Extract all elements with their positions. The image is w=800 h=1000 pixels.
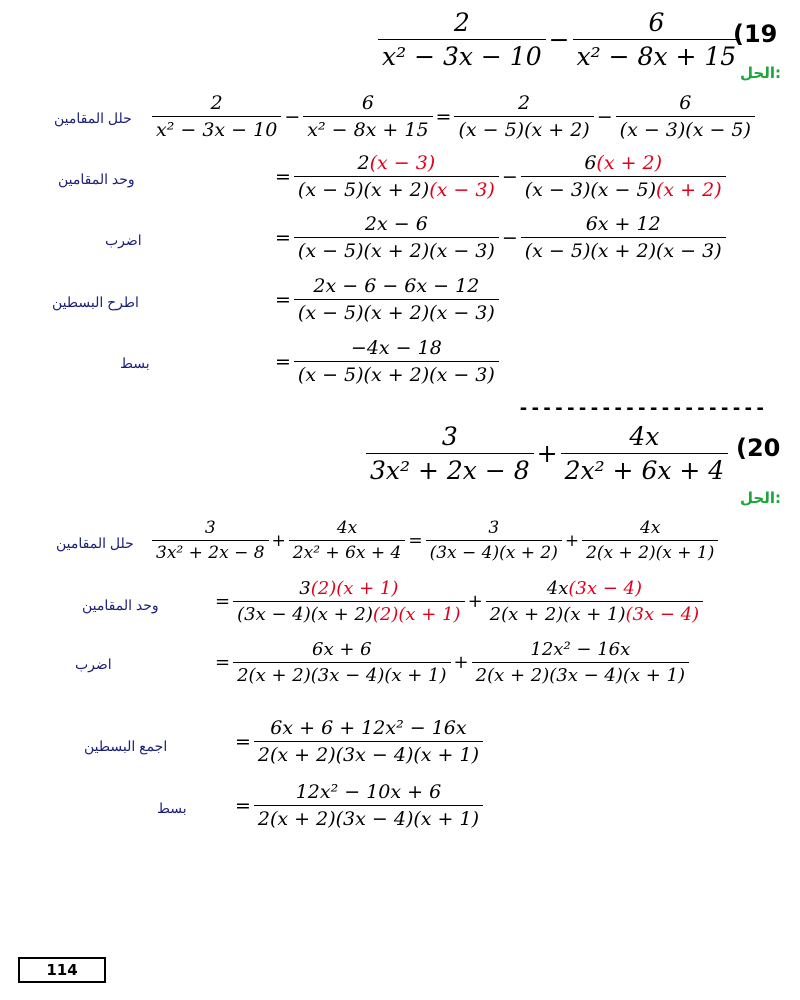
q20-step-4-expression: = $\frac{\text{6x + 6 + 12x² − 16x}}{2(x + 2)(3x - 4)(x + 1)}$ [232,717,483,766]
q20-step-label-5: بسط [157,800,187,816]
q20-problem-fraction-1: $\frac{3}{\text{3x² + 2x − 8}}$ [366,422,534,485]
q20-number: (20 [736,434,781,462]
separator-dashes: --------------------- [518,398,767,419]
q19-step-label-3: اضرب [105,232,142,248]
q19-solution-label: الحل: [740,64,781,82]
q20-problem: $\frac{3}{\text{3x² + 2x − 8}}$ + $\frac{4x}{\text{2x² + 6x + 4}}$ [366,422,728,485]
q19-step-label-2: وحد المقامين [58,171,135,187]
q19-step-1-expression: $\frac{2}{\text{x² − 3x − 10}}$ − $\frac{6}{\text{x² − 8x + 15}}$ = $\frac{2}{(x - 5)(x + 2)}$ − $\frac{6}{(x - 3)(x - 5)}$ [152,92,755,141]
q19-number: (19 [733,20,778,48]
q19-step-label-1: حلل المقامين [54,110,132,126]
q20-step-5-expression: = $\frac{\text{12x² − 10x + 6}}{2(x + 2)(3x - 4)(x + 1)}$ [232,781,483,830]
q20-step-2-expression: = $\frac{3(2)(x + 1)}{(3x - 4)(x + 2)(2)(x + 1)}$ + $\frac{4x(3x - 4)}{2(x + 2)(x + 1)(3x - 4)}$ [212,578,703,625]
q19-step-3-expression: = $\frac{2x - 6}{(x - 5)(x + 2)(x - 3)}$ − $\frac{6x + 12}{(x - 5)(x + 2)(x - 3)}$ [272,213,726,262]
q20-step-label-4: اجمع البسطين [84,738,168,754]
q19-step-2-expression: = $\frac{2(x - 3)}{(x - 5)(x + 2)(x - 3)}$ − $\frac{6(x + 2)}{(x - 3)(x - 5)(x + 2)}$ [272,152,726,201]
q20-problem-fraction-2: $\frac{4x}{\text{2x² + 6x + 4}}$ [561,422,729,485]
q20-step-label-1: حلل المقامين [56,535,134,551]
q19-problem: $\frac{2}{\text{x² − 3x − 10}}$ − $\frac{6}{\text{x² − 8x + 15}}$ [378,8,740,71]
q20-step-label-2: وحد المقامين [82,597,159,613]
q19-problem-fraction-2: $\frac{6}{\text{x² − 8x + 15}}$ [573,8,741,71]
q20-step-3-expression: = $\frac{6x + 6}{2(x + 2)(3x - 4)(x + 1)}$ + $\frac{\text{12x² − 16x}}{2(x + 2)(3x - 4)(x + 1)}$ [212,639,689,686]
q20-step-1-expression: $\frac{3}{\text{3x² + 2x − 8}}$ + $\frac{4x}{\text{2x² + 6x + 4}}$ = $\frac{3}{(3x - 4)(x + 2)}$ + $\frac{4x}{2(x + 2)(x + 1)}$ [152,518,718,563]
q19-step-label-4: اطرح البسطين [52,294,139,310]
q19-step-4-expression: = $\frac{2x - 6 - 6x - 12}{(x - 5)(x + 2)(x - 3)}$ [272,275,499,324]
q20-step-label-3: اضرب [75,656,112,672]
q19-problem-fraction-1: $\frac{2}{\text{x² − 3x − 10}}$ [378,8,546,71]
q20-solution-label: الحل: [740,489,781,507]
q19-step-label-5: بسط [120,355,150,371]
page-number: 114 [18,957,106,983]
q19-step-5-expression: = $\frac{-4x - 18}{(x - 5)(x + 2)(x - 3)}$ [272,337,499,386]
